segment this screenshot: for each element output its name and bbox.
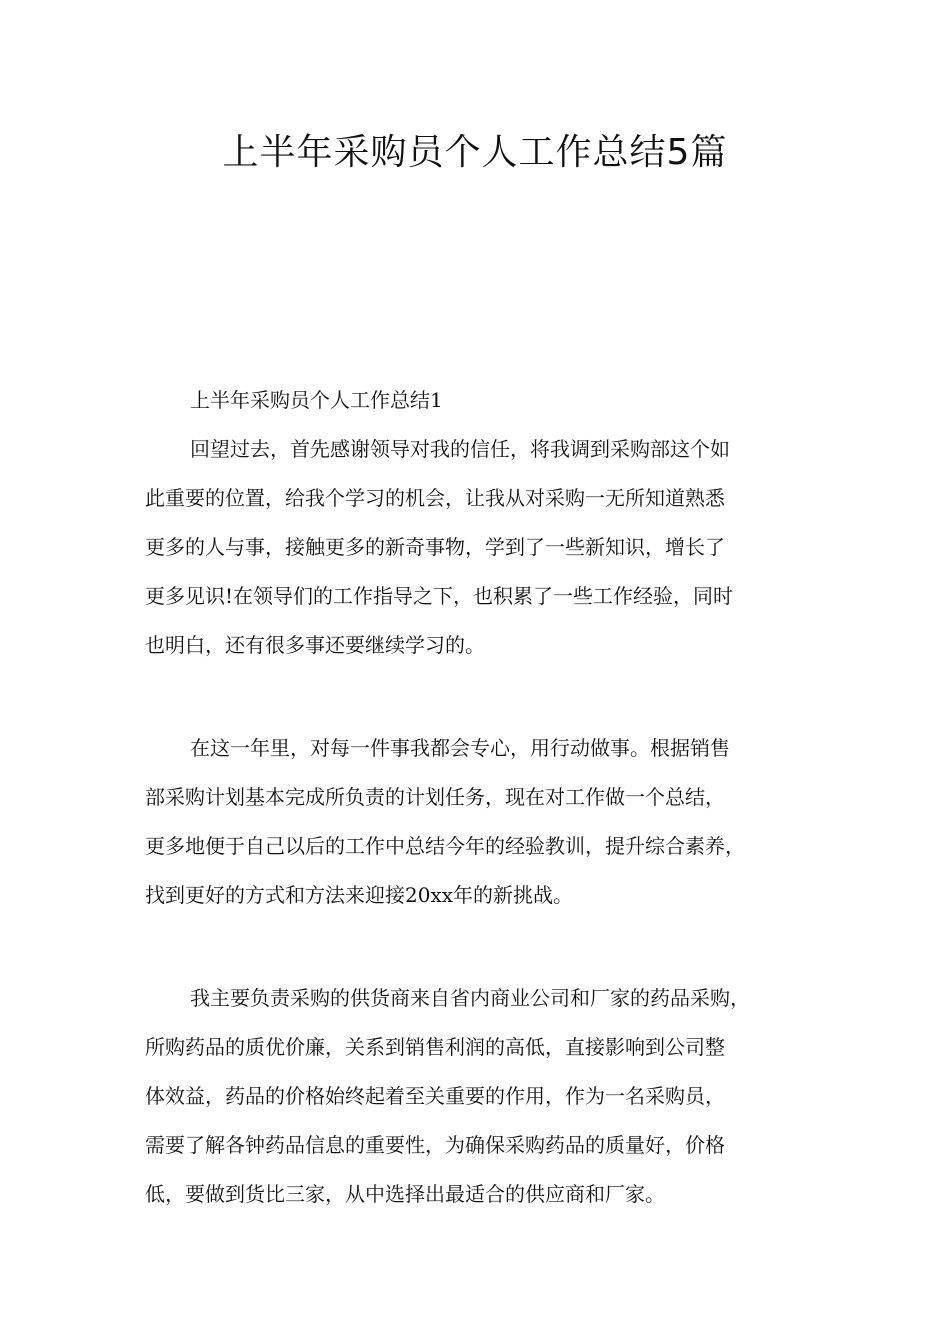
paragraph-line: 所购药品的质优价廉，关系到销售利润的高低，直接影响到公司整 bbox=[145, 1035, 725, 1059]
paragraph-line: 此重要的位置，给我个学习的机会，让我从对采购一无所知道熟悉 bbox=[145, 486, 725, 510]
paragraph-3 bbox=[145, 974, 835, 1219]
paragraph-line: 回望过去，首先感谢领导对我的信任，将我调到采购部这个如 bbox=[190, 437, 730, 461]
paragraph-line: 需要了解各钟药品信息的重要性，为确保采购药品的质量好，价格 bbox=[145, 1133, 725, 1157]
paragraph-line: 低，要做到货比三家，从中选择出最适合的供应商和厂家。 bbox=[145, 1182, 665, 1206]
document-title: 上半年采购员个人工作总结5篇 bbox=[222, 132, 728, 173]
paragraph-2 bbox=[145, 724, 835, 920]
paragraph-line: 部采购计划基本完成所负责的计划任务，现在对工作做一个总结， bbox=[145, 785, 725, 809]
paragraph-line: 也明白，还有很多事还要继续学习的。 bbox=[145, 633, 485, 657]
paragraph-line: 我主要负责采购的供货商来自省内商业公司和厂家的药品采购， bbox=[190, 986, 750, 1010]
paragraph-line: 更多地便于自己以后的工作中总结今年的经验教训，提升综合素养， bbox=[145, 834, 745, 858]
paragraph-line: 更多见识!在领导们的工作指导之下，也积累了一些工作经验，同时 bbox=[145, 584, 734, 608]
paragraph-line: 找到更好的方式和方法来迎接20xx年的新挑战。 bbox=[145, 883, 574, 907]
section-heading: 上半年采购员个人工作总结1 bbox=[190, 388, 443, 412]
paragraph-1 bbox=[145, 425, 835, 670]
paragraph-line: 体效益，药品的价格始终起着至关重要的作用，作为一名采购员， bbox=[145, 1084, 725, 1108]
paragraph-line: 在这一年里，对每一件事我都会专心，用行动做事。根据销售 bbox=[190, 736, 730, 760]
paragraph-line: 更多的人与事，接触更多的新奇事物，学到了一些新知识，增长了 bbox=[145, 535, 725, 559]
